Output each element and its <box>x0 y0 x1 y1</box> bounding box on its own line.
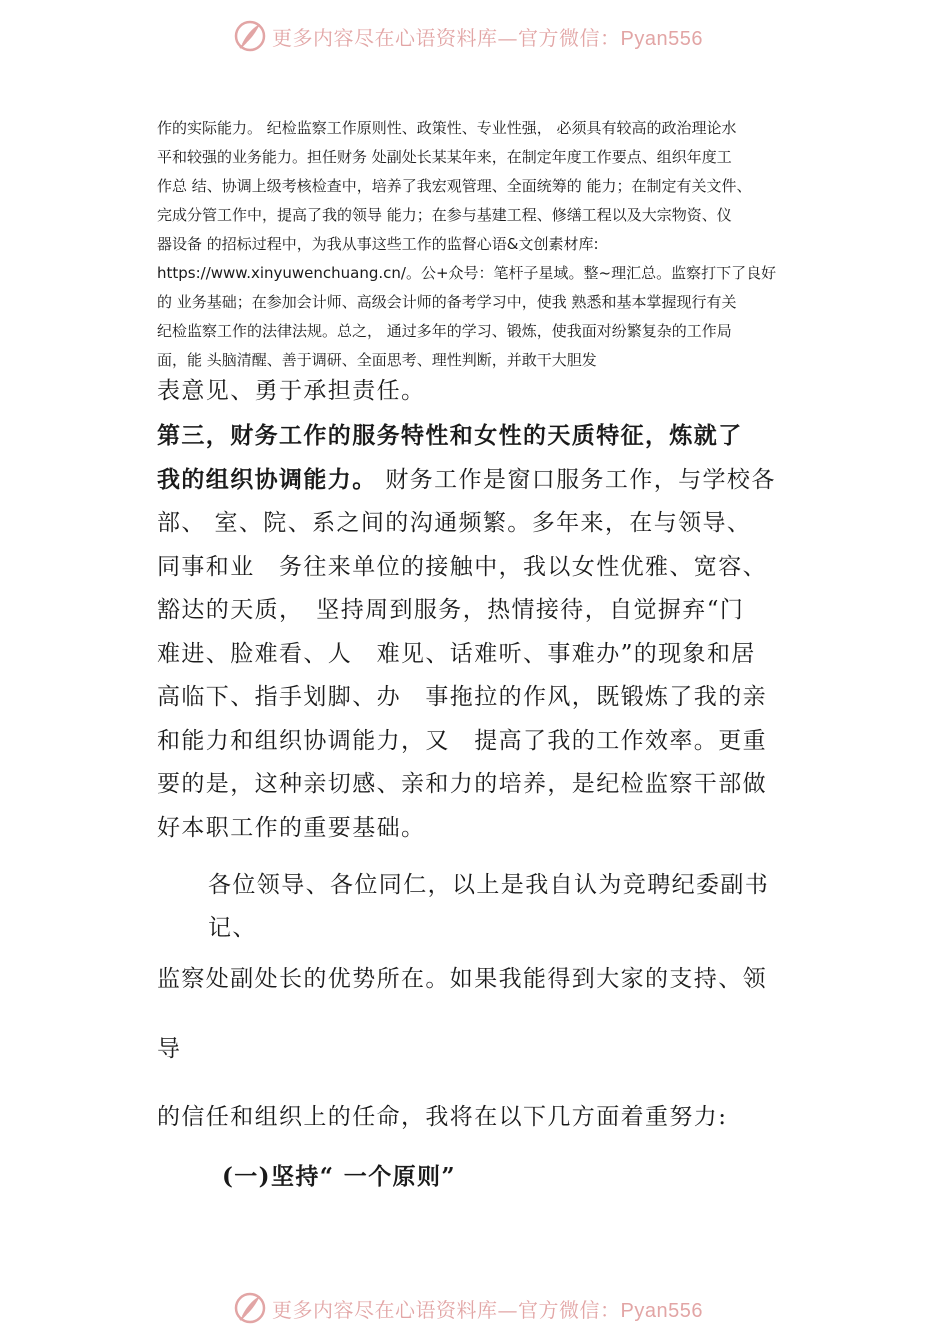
text-line: 高临下、指手划脚、办 事拖拉的作风，既锻炼了我的亲 <box>157 684 767 710</box>
text-line: 作的实际能力。 纪检监察工作原则性、政策性、专业性强， 必须具有较高的政治理论水 <box>157 119 737 137</box>
subheading: (一)坚持“ 一个原则” <box>222 1163 457 1190</box>
text-line: 记、 <box>208 915 257 941</box>
feather-logo-icon <box>232 18 268 54</box>
text-line: 好本职工作的重要基础。 <box>157 814 426 841</box>
text-line: 的 业务基础；在参加会计师、高级会计师的备考学习中，使我 熟悉和基本掌握现行有关 <box>157 293 737 311</box>
text-line: 同事和业 务往来单位的接触中，我以女性优雅、宽容、 <box>157 553 767 580</box>
feather-logo-icon <box>232 1290 268 1326</box>
text-line: 作总 结、协调上级考核检查中，培养了我宏观管理、全面统筹的 能力；在制定有关文件、 <box>157 177 752 195</box>
text-line: 监察处副处长的优势所在。如果我能得到大家的支持、领 <box>157 966 767 992</box>
watermark-text: 更多内容尽在心语资料库—官方微信：Pyan556 <box>272 25 703 50</box>
text-line: 完成分管工作中，提高了我的领导 能力；在参与基建工程、修缮工程以及大宗物资、仪 <box>157 206 732 224</box>
text-line: 表意见、勇于承担责任。 <box>157 378 426 404</box>
intro-paragraph <box>157 114 817 375</box>
text-line: 豁达的天质， 坚持周到服务，热情接待，自觉摒弃“门 <box>157 597 745 623</box>
section-heading: 第三，财务工作的服务特性和女性的天质特征，炼就了 <box>157 422 743 449</box>
text-line: 平和较强的业务能力。担任财务 处副处长某某年来，在制定年度工作要点、组织年度工 <box>157 148 732 166</box>
section-heading-continued: 我的组织协调能力。 <box>157 465 377 493</box>
text-line: 要的是，这种亲切感、亲和力的培养，是纪检监察干部做 <box>157 771 767 797</box>
text-line: 导 <box>157 1036 182 1062</box>
text-line: 器设备 的招标过程中，为我从事这些工作的监督心语&文创素材库: <box>157 235 599 253</box>
text-line: 和能力和组织协调能力，又 提高了我的工作效率。更重 <box>157 727 767 754</box>
text-line: 部、 室、院、系之间的沟通频繁。多年来，在与领导、 <box>157 510 752 536</box>
watermark-footer <box>232 1288 752 1328</box>
text-line: 的信任和组织上的任命，我将在以下几方面着重努力: <box>157 1104 728 1130</box>
closing-indent <box>208 864 868 950</box>
text-line: 纪检监察工作的法律法规。总之， 通过多年的学习、锻炼，使我面对纷繁复杂的工作局 <box>157 322 732 340</box>
text-line: 各位领导、各位同仁，以上是我自认为竞聘纪委副书 <box>208 872 770 898</box>
text-line: 面，能 头脑清醒、善于调研、全面思考、理性判断，并敢干大胆发 <box>157 351 597 369</box>
text-line: 我的组织协调能力。 财务工作是窗口服务工作，与学校各 <box>157 465 776 493</box>
text-line: 难进、脸难看、人 难见、话难听、事难办”的现象和居 <box>157 640 756 667</box>
text-line: https://www.xinyuwenchuang.cn/。公+众号：笔杆子星域。整~理汇总。监察打下了良好 <box>157 264 777 282</box>
watermark-header <box>232 16 752 56</box>
section-three <box>157 414 817 850</box>
watermark-text: 更多内容尽在心语资料库—官方微信：Pyan556 <box>272 1297 703 1322</box>
